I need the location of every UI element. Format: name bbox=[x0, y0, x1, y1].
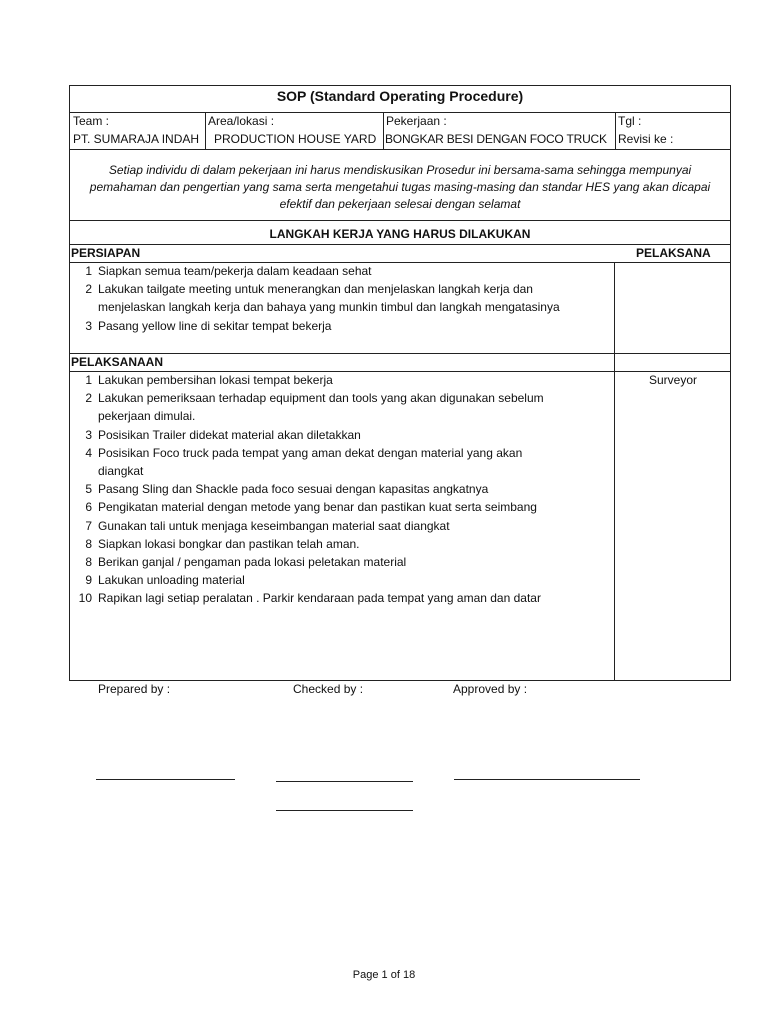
divider bbox=[69, 371, 731, 372]
step-number: 8 bbox=[85, 555, 92, 569]
section-title: LANGKAH KERJA YANG HARUS DILAKUKAN bbox=[269, 227, 531, 241]
divider bbox=[205, 112, 206, 149]
approved-by-label: Approved by : bbox=[453, 682, 528, 696]
pekerjaan-label: Pekerjaan : bbox=[386, 114, 447, 128]
divider bbox=[69, 244, 731, 245]
team-value: PT. SUMARAJA INDAH bbox=[73, 132, 200, 146]
step-number: 9 bbox=[85, 573, 92, 588]
step-text: menjelaskan langkah kerja dan bahaya yang munkin timbul dan langkah mengatasinya bbox=[98, 300, 560, 315]
persiapan-heading: PERSIAPAN bbox=[71, 246, 141, 260]
step-text: Pasang Sling dan Shackle pada foco sesuai dengan kapasitas angkatnya bbox=[98, 482, 489, 497]
page-title: SOP (Standard Operating Procedure) bbox=[276, 88, 524, 104]
step-number: 1 bbox=[85, 264, 92, 278]
area-label: Area/lokasi : bbox=[208, 114, 275, 128]
step-text: Siapkan lokasi bongkar dan pastikan telah aman. bbox=[98, 536, 360, 551]
prepared-by-label: Prepared by : bbox=[98, 682, 171, 696]
step-text: Lakukan pembersihan lokasi tempat bekerja bbox=[98, 373, 333, 387]
step-text: diangkat bbox=[98, 464, 144, 478]
step-number: 1 bbox=[85, 373, 92, 387]
step-text: Siapkan semua team/pekerja dalam keadaan sehat bbox=[98, 264, 372, 278]
team-label: Team : bbox=[73, 114, 110, 128]
step-number: 3 bbox=[85, 427, 92, 442]
page-number: Page 1 of 18 bbox=[352, 969, 416, 981]
step-number: 5 bbox=[85, 482, 92, 497]
tgl-label: Tgl : bbox=[618, 114, 642, 128]
divider bbox=[69, 353, 731, 354]
step-number: 2 bbox=[85, 391, 92, 406]
revisi-label: Revisi ke : bbox=[618, 132, 674, 146]
step-text: Lakukan unloading material bbox=[98, 573, 245, 588]
signature-line bbox=[276, 781, 413, 782]
step-text: Posisikan Trailer didekat material akan diletakkan bbox=[98, 427, 361, 442]
divider bbox=[383, 112, 384, 149]
signature-line bbox=[276, 810, 413, 811]
step-text: Lakukan tailgate meeting untuk menerangkan dan menjelaskan langkah kerja dan bbox=[98, 282, 533, 297]
intro-line: efektif dan pekerjaan selesai dengan selamat bbox=[279, 197, 521, 211]
step-text: Pengikatan material dengan metode yang benar dan pastikan kuat serta seimbang bbox=[98, 500, 537, 515]
step-text: Rapikan lagi setiap peralatan . Parkir kendaraan pada tempat yang aman dan datar bbox=[98, 591, 541, 606]
intro-text bbox=[80, 162, 720, 213]
pelaksana-value: Surveyor bbox=[648, 373, 698, 387]
area-value: PRODUCTION HOUSE YARD bbox=[214, 132, 377, 146]
step-text: Lakukan pemeriksaan terhadap equipment dan tools yang akan digunakan sebelum bbox=[98, 391, 544, 406]
step-number: 3 bbox=[85, 318, 92, 333]
step-number: 7 bbox=[85, 518, 92, 533]
step-text: Pasang yellow line di sekitar tempat bekerja bbox=[98, 318, 332, 333]
step-text: Berikan ganjal / pengaman pada lokasi peletakan material bbox=[98, 555, 407, 569]
intro-line: Setiap individu di dalam pekerjaan ini harus mendiskusikan Prosedur ini bersama-sama sehingga mempunyai bbox=[108, 163, 692, 177]
step-number: 8 bbox=[85, 536, 92, 551]
step-text: Gunakan tali untuk menjaga keseimbangan material saat diangkat bbox=[98, 518, 450, 533]
pelaksana-heading: PELAKSANA bbox=[636, 246, 711, 260]
step-number: 4 bbox=[85, 445, 92, 460]
divider bbox=[69, 149, 731, 150]
step-number: 10 bbox=[78, 591, 92, 606]
divider bbox=[69, 112, 731, 113]
divider bbox=[69, 262, 731, 263]
step-number: 6 bbox=[85, 500, 92, 515]
pelaksanaan-heading: PELAKSANAAN bbox=[71, 355, 164, 369]
step-number: 2 bbox=[85, 282, 92, 297]
signature-line bbox=[454, 779, 640, 780]
step-text: Posisikan Foco truck pada tempat yang aman dekat dengan material yang akan bbox=[98, 445, 523, 460]
divider bbox=[69, 220, 731, 221]
pekerjaan-value: BONGKAR BESI DENGAN FOCO TRUCK bbox=[385, 132, 607, 146]
step-text: pekerjaan dimulai. bbox=[98, 409, 196, 424]
signature-line bbox=[96, 779, 235, 780]
intro-line: pemahaman dan pengertian yang sama serta mengetahui tugas masing-masing dan standar HES yang akan dicapai bbox=[89, 180, 711, 194]
checked-by-label: Checked by : bbox=[293, 682, 364, 696]
divider bbox=[615, 112, 616, 149]
divider bbox=[614, 262, 615, 681]
